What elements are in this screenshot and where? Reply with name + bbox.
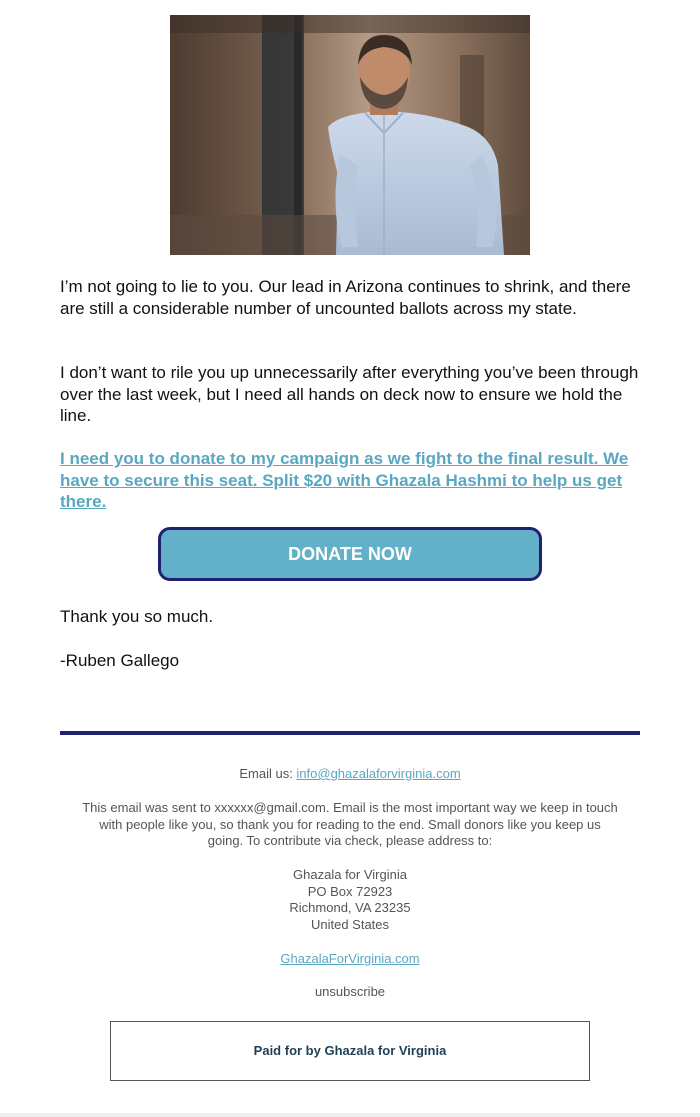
paid-for-disclaimer: Paid for by Ghazala for Virginia (110, 1021, 590, 1081)
email-label: Email us: (239, 766, 297, 781)
donate-now-button[interactable]: DONATE NOW (158, 527, 542, 581)
intro-paragraph: I’m not going to lie to you. Our lead in Arizona continues to shrink, and there are still a considerable number of uncounted ballots across my state. (60, 277, 631, 318)
candidate-photo (170, 15, 530, 255)
website-line (80, 951, 620, 968)
address-line-3: Richmond, VA 23235 (289, 900, 411, 915)
appeal-paragraph: I don’t want to rile you up unnecessarily after everything you’ve been through over the last week, but I need all hands on deck now to ensure we hold the line. (60, 363, 639, 425)
thanks-text: Thank you so much. (60, 607, 214, 626)
address-line-1: Ghazala for Virginia (293, 867, 407, 882)
unsubscribe-link[interactable]: unsubscribe (314, 984, 386, 999)
candidate-photo-illustration (170, 15, 530, 255)
address-line-4: United States (310, 916, 390, 932)
signature: -Ruben Gallego (60, 651, 180, 670)
bottom-strip (0, 1113, 700, 1117)
footer-divider (60, 731, 640, 735)
footer-sent-notice: This email was sent to xxxxxx@gmail.com. Email is the most important way we keep in touch with people like you, so thank you for reading to the end. Small donors like you keep us going. To contribute via check, please address to: (82, 800, 618, 848)
donate-text-link[interactable]: I need you to donate to my campaign as we fight to the final result. We have to secure this seat. Split $20 with Ghazala Hashmi to help us get there. (60, 449, 629, 511)
address-line-2: PO Box 72923 (307, 883, 393, 899)
website-link[interactable]: GhazalaForVirginia.com (280, 951, 420, 966)
email-link[interactable]: info@ghazalaforvirginia.com (296, 766, 461, 781)
footer-email-line (80, 766, 620, 783)
mailing-address (80, 867, 620, 933)
